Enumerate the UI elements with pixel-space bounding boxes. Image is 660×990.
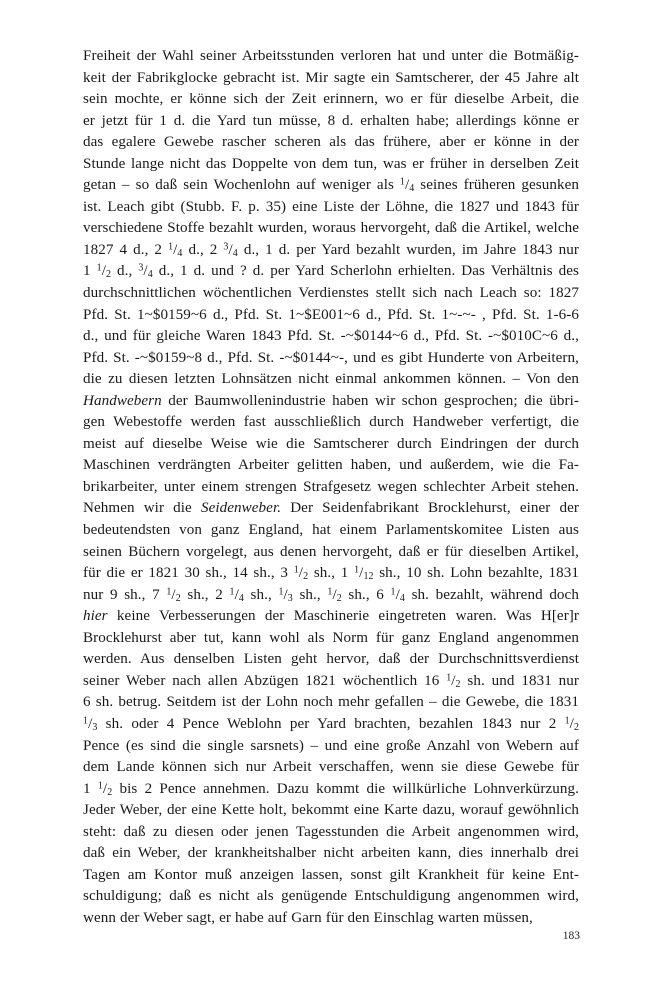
text-line: Freiheit der Wahl seiner Arbeitsstunden verloren hat und unter die Botmäßig- — [83, 48, 579, 64]
fraction-one-half: $^1$/2 — [327, 586, 342, 604]
text-line: ist. Leach gibt (Stubb. F. p. 35) eine Liste der Löhne, die 1827 und 1843 für — [83, 198, 579, 215]
text-line: daß ein Weber, der krankheitshalber nicht arbeiten kann, dies innerhalb drei — [83, 845, 579, 862]
text-line: 1 $^1$/2 bis 2 Pence annehmen. Dazu kommt die willkürliche Lohnverkürzung. — [83, 780, 580, 798]
text-line: getan – so daß sein Wochenlohn auf weniger als $^1$/4 seines früheren gesunken — [83, 176, 579, 195]
text-line: sein mochte, er könne sich der Zeit erinnern, wo er für dieselbe Arbeit, die — [83, 91, 579, 108]
text-line: verschiedene Stoffe bezahlt wurden, woraus hervorgeht, daß die Artikel, welche — [83, 220, 579, 237]
text-line: er jetzt für 1 d. die Yard tun müsse, 8 d. erhalten habe; allerdings könne er — [83, 112, 579, 129]
fraction-one-half: $^1$/2 — [96, 262, 112, 281]
italic-term-handwebern: Handwebern — [83, 392, 162, 409]
text-line: für die er 1821 30 sh., 14 sh., 3 $^1$/2 sh., 1 $^1$/12 sh., 10 sh. Lohn bezahlte, 1831 — [83, 564, 579, 583]
fraction-one-half: $^1$/2 — [166, 586, 181, 604]
text-line: $^1$/3 sh. oder 4 Pence Weblohn per Yard brachten, bezahlen 1843 nur 2 $^1$/2 — [83, 715, 579, 734]
text-line: nur 9 sh., 7 $^1$/2 sh., 2 $^1$/4 sh., $^1$/3 sh., $^1$/2 sh., 6 $^1$/4 sh. bezahlt, während doch — [83, 586, 579, 604]
italic-term-seidenweber: Seidenweber. — [200, 500, 282, 517]
text-line: hier keine Verbesserungen der Maschinerie eingetreten waren. Was H[er]r — [83, 608, 579, 625]
text-line: gen Webestoffe werden fast ausschließlich durch Handweber verfertigt, die — [83, 414, 579, 431]
text-line: Tagen am Kontor muß anzeigen lassen, sonst gilt Krankheit für keine Ent- — [83, 866, 579, 883]
text-line: Pence (es sind die single sarsnets) – und eine große Anzahl von Webern auf — [83, 737, 579, 754]
fraction-one-quarter: $^1$/4 — [390, 586, 405, 604]
text-line: Handwebern der Baumwollenindustrie haben wir schon gesprochen; die übri- — [83, 392, 579, 409]
text-line: wenn der Weber sagt, er habe auf Garn für den Einschlag warten müssen, — [83, 909, 533, 926]
text-line: die zu diesen letzten Lohnsätzen nicht einmal ankommen können. – Von den — [83, 371, 579, 388]
text-line: steht: daß zu diesen oder jenen Tagesstunden die Arbeit angenommen wird, — [83, 823, 579, 840]
text-line: Brocklehurst aber tut, kann wohl als Norm für ganz England angenommen — [83, 629, 579, 646]
text-line: schuldigung; daß es nicht als genügende Entschuldigung angenommen wird, — [83, 888, 579, 905]
fraction-one-half: $^1$/2 — [293, 564, 309, 583]
fraction-one-half: $^1$/2 — [97, 780, 113, 798]
text-line: 1 $^1$/2 d., $^3$/4 d., 1 d. und ? d. per Yard Scherlohn erhielten. Das Verhältnis des — [83, 262, 579, 281]
text-line: meist auf dieselbe Weise wie die Samtscherer durch Eindringen der durch — [83, 435, 579, 452]
text-line: Jeder Weber, der eine Kette holt, bekommt eine Karte dazu, worauf gewöhnlich — [83, 802, 579, 819]
text-line: keit der Fabrikglocke gebracht ist. Mir sagte ein Samtscherer, der 45 Jahre alt — [83, 69, 579, 86]
fraction-one-twelfth: $^1$/12 — [354, 564, 374, 583]
fraction-one-third: $^1$/3 — [278, 586, 293, 604]
fraction-one-third: $^1$/3 — [83, 715, 98, 734]
text-line: bedeutendsten von ganz England, hat einem Parlamentskomitee Listen aus — [83, 522, 579, 539]
text-line: 6 sh. betrug. Seitdem ist der Lohn noch mehr gefallen – die Gewebe, die 1831 — [83, 694, 579, 711]
fraction-three-quarters: $^3$/4 — [138, 262, 153, 281]
fraction-one-quarter: $^1$/4 — [229, 586, 244, 604]
fraction-one-half: $^1$/2 — [446, 672, 461, 691]
body-paragraph — [83, 46, 579, 929]
text-line: 1827 4 d., 2 $^1$/4 d., 2 $^3$/4 d., 1 d. per Yard bezahlt wurden, im Jahre 1843 nur — [83, 241, 579, 260]
text-line: Maschinen verdrängten Arbeiter gelitten haben, und außerdem, wie die Fa- — [83, 457, 579, 474]
text-line: seinen Büchern vorgelegt, aus denen hervorgeht, daß er für dieselben Artikel, — [83, 543, 579, 560]
body-text-column — [83, 46, 579, 929]
fraction-three-quarters: $^3$/4 — [223, 241, 238, 260]
page-number: 183 — [562, 930, 580, 942]
fraction-one-quarter: $^1$/4 — [399, 176, 415, 195]
italic-term-hier: hier — [83, 608, 108, 625]
text-line: d., und für gleiche Waren 1843 Pfd. St. -~$0144~6 d., Pfd. St. -~$010C~6 d., — [83, 328, 579, 345]
text-line: Nehmen wir die Seidenweber. Der Seidenfabrikant Brocklehurst, einer der — [83, 500, 579, 517]
text-line: das egalere Gewebe rascher scheren als das frühere, aber er könne in der — [83, 134, 579, 151]
text-line: durchschnittlichen wöchentlichen Verdienstes stellt sich nach Leach so: 1827 — [83, 285, 579, 302]
fraction-one-half: $^1$/2 — [564, 715, 579, 734]
text-line: Pfd. St. -~$0159~8 d., Pfd. St. -~$0144~-, und es gibt Hunderte von Arbeitern, — [83, 349, 579, 366]
text-line: werden. Aus denselben Listen geht hervor, daß der Durchschnittsverdienst — [83, 651, 579, 668]
text-line: Pfd. St. 1~$0159~6 d., Pfd. St. 1~$E001~6 d., Pfd. St. 1~-~- , Pfd. St. 1-6-6 — [83, 306, 579, 323]
text-line: seiner Weber nach allen Abzügen 1821 wöchentlich 16 $^1$/2 sh. und 1831 nur — [83, 672, 579, 691]
text-line: dem Lande können sich nur Arbeit verschaffen, wenn sie diese Gewebe für — [83, 759, 579, 776]
fraction-one-quarter: $^1$/4 — [168, 241, 183, 260]
text-line: Stunde lange nicht das Doppelte von dem tun, was er früher in derselben Zeit — [83, 155, 579, 172]
text-line: brikarbeiter, unter einem strengen Strafgesetz wegen schlechter Arbeit stehen. — [83, 478, 579, 495]
